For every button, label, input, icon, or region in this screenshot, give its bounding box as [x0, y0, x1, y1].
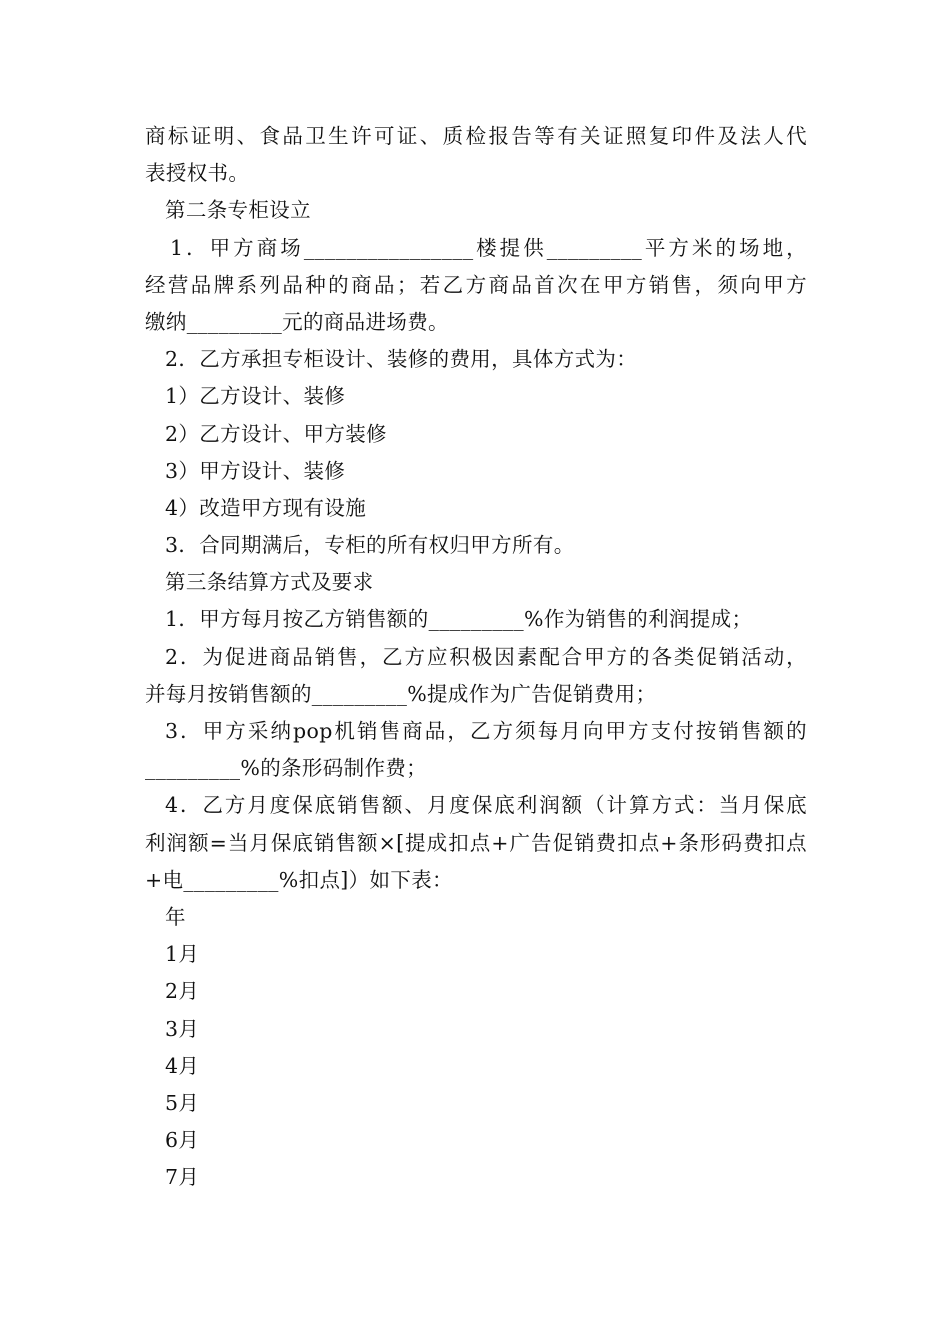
list-item: 1）乙方设计、装修: [165, 384, 346, 409]
text-line: 1．甲方商场________________楼提供_________平方米的场地，: [170, 235, 807, 260]
text-line: 3．甲方采纳pop机销售商品，乙方须每月向甲方支付按销售额的: [165, 719, 807, 743]
text-line: 2．为促进商品销售，乙方应积极因素配合甲方的各类促销活动，: [165, 644, 807, 669]
text-line: 利润额=当月保底销售额×[提成扣点+广告促销费扣点+条形码费扣点: [145, 830, 807, 855]
text-line: 缴纳_________元的商品进场费。: [145, 309, 449, 334]
text-line: 1．甲方每月按乙方销售额的_________%作为销售的利润提成；: [165, 607, 753, 632]
text-line: 商标证明、食品卫生许可证、质检报告等有关证照复印件及法人代: [145, 124, 807, 148]
document-page: [145, 118, 807, 1196]
text-line: 并每月按销售额的_________%提成作为广告促销费用；: [145, 681, 657, 706]
text-line: 3．合同期满后，专柜的所有权归甲方所有。: [165, 533, 575, 558]
month-label: 5月: [165, 1090, 200, 1115]
section-heading: 第二条专柜设立: [165, 198, 311, 223]
text-line: 2．乙方承担专柜设计、装修的费用，具体方式为：: [165, 347, 638, 372]
list-item: 2）乙方设计、甲方装修: [165, 421, 387, 446]
table-label: 年: [165, 904, 186, 929]
month-label: 2月: [165, 979, 200, 1004]
text-line: 经营品牌系列品种的商品；若乙方商品首次在甲方销售，须向甲方: [145, 272, 807, 297]
text-line: 4．乙方月度保底销售额、月度保底利润额（计算方式：当月保底: [165, 793, 807, 818]
list-item: 3）甲方设计、装修: [165, 458, 346, 483]
month-label: 3月: [165, 1016, 200, 1041]
month-label: 6月: [165, 1128, 200, 1153]
text-line: _________%的条形码制作费；: [145, 756, 428, 781]
text-line: +电_________%扣点]）如下表：: [145, 867, 453, 892]
list-item: 4）改造甲方现有设施: [165, 495, 367, 520]
month-label: 4月: [165, 1053, 200, 1078]
text-line: 表授权书。: [145, 161, 250, 186]
month-label: 7月: [165, 1165, 200, 1190]
month-label: 1月: [165, 942, 200, 967]
section-heading: 第三条结算方式及要求: [165, 570, 374, 595]
